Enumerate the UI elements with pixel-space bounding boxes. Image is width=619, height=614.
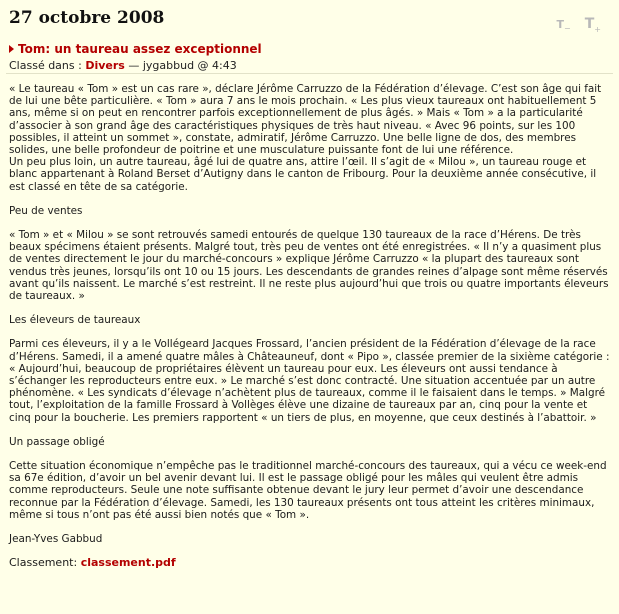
date-heading: 27 octobre 2008 bbox=[9, 8, 165, 28]
paragraph: Cette situation économique n’empêche pas le traditionnel marché-concours des taureaux, qui a vécu ce week-end sa 67e édition, d’avoir un bel avenir devant lui. Il est le passage obligé pour les mâles qui veulent être admis comme reproducteurs. Seule une note suffisante obtenue devant le jury leur permet d’avoir une descendance reconnue par la Fédération d’élevage. Samedi, les 130 taureaux présents ont tous atteint les critères minimaux, même si tous n’ont pas été aussi bien notés que « Tom ». bbox=[9, 460, 607, 521]
paragraph bbox=[9, 83, 611, 193]
author-time: — jygabbud @ 4:43 bbox=[128, 59, 237, 72]
font-size-controls bbox=[557, 16, 601, 34]
divider bbox=[6, 73, 613, 74]
post-title bbox=[9, 42, 607, 56]
section-heading: Les éleveurs de taureaux bbox=[9, 314, 141, 327]
section-heading: Peu de ventes bbox=[9, 204, 83, 217]
author-signature: Jean-Yves Gabbud bbox=[9, 533, 103, 546]
arrow-bullet-icon bbox=[9, 45, 14, 53]
attachment-label: Classement: bbox=[9, 556, 78, 570]
post-content bbox=[9, 83, 611, 582]
paragraph: « Tom » et « Milou » se sont retrouvés samedi entourés de quelque 130 taureaux de la race d’Hérens. De très beaux spécimens étaient présents. Malgré tout, très peu de ventes ont été enregistrées. « Il n’y a quasiment plus de ventes directement le jour du marché-concours » explique Jérôme Carruzzo « la plupart des taureaux sont vendus très jeunes, lorsqu’ils ont 10 ou 15 jours. Les descendants de grandes reines d’alpage sont même réservés avant qu’ils naissent. Le marché s’est restreint. Il ne reste plus aujourd’hui que trois ou quatre importants éleveurs de taureaux. » bbox=[9, 229, 609, 303]
decrease-font-button[interactable] bbox=[557, 18, 571, 33]
attachment-link[interactable]: classement.pdf bbox=[80, 556, 176, 570]
minus-icon: − bbox=[564, 24, 571, 34]
plus-icon: + bbox=[594, 24, 601, 34]
text-size-icon: T bbox=[556, 18, 565, 31]
attachment-line bbox=[9, 557, 611, 569]
post-header bbox=[9, 42, 607, 72]
post-title-link[interactable]: Tom: un taureau assez exceptionnel bbox=[18, 42, 262, 56]
paragraph-text: « Le taureau « Tom » est un cas rare », déclare Jérôme Carruzzo de la Fédération d’élevage. C’est son âge qui fait de lui une bête particulière. « Tom » aura 7 ans le mois prochain. « Les plus vieux taureaux ont habituellement 5 ans, même si on peut en rencontrer parfois exceptionnellement de plus âgés. » Mais « Tom » a la particularité d’associer à son grand âge des caractéristiques physiques de très haut niveau. « Avec 96 points, sur les 100 possibles, il atteint un sommet », constate, admiratif, Jérôme Carruzzo. Une belle ligne de dos, des membres solides, une belle profondeur de poitrine et une musculature puissante font de lui une référence. bbox=[9, 83, 602, 157]
text-size-icon: T bbox=[584, 16, 595, 32]
paragraph-text: Un peu plus loin, un autre taureau, âgé lui de quatre ans, attire l’œil. Il s’agit de « Milou », un taureau rouge et blanc appartenant à Roland Berset d’Autigny dans le canton de Fribourg. Pour la deuxième année consécutive, il est classé en tête de sa catégorie. bbox=[9, 156, 597, 193]
post-meta bbox=[9, 59, 607, 72]
increase-font-button[interactable] bbox=[585, 16, 601, 34]
category-prefix: Classé dans : bbox=[9, 59, 82, 72]
paragraph: Parmi ces éleveurs, il y a le Vollégeard Jacques Frossard, l’ancien président de la Fédération d’élevage de la race d’Hérens. Samedi, il a amené quatre mâles à Châteauneuf, dont « Pipo », classée premier de la sixième catégorie : « Aujourd’hui, beaucoup de propriétaires élèvent un taureau pour eux. Les éleveurs ont aussi tendance à s’échanger les reproducteurs entre eux. » Le marché s’est donc contracté. Une situation accentuée par un autre phénomène. « Les syndicats d’élevage n’achètent plus de taureaux, comme il le faisaient dans le temps. » Malgré tout, l’exploitation de la famille Frossard à Vollèges élève une dizaine de taureaux par an, cinq pour la vente et cinq pour la boucherie. Les premiers rapportent « un tiers de plus, en moyenne, que ceux destinés à l’abattoir. » bbox=[9, 338, 610, 424]
category-link[interactable]: Divers bbox=[85, 59, 125, 72]
section-heading: Un passage obligé bbox=[9, 435, 105, 448]
